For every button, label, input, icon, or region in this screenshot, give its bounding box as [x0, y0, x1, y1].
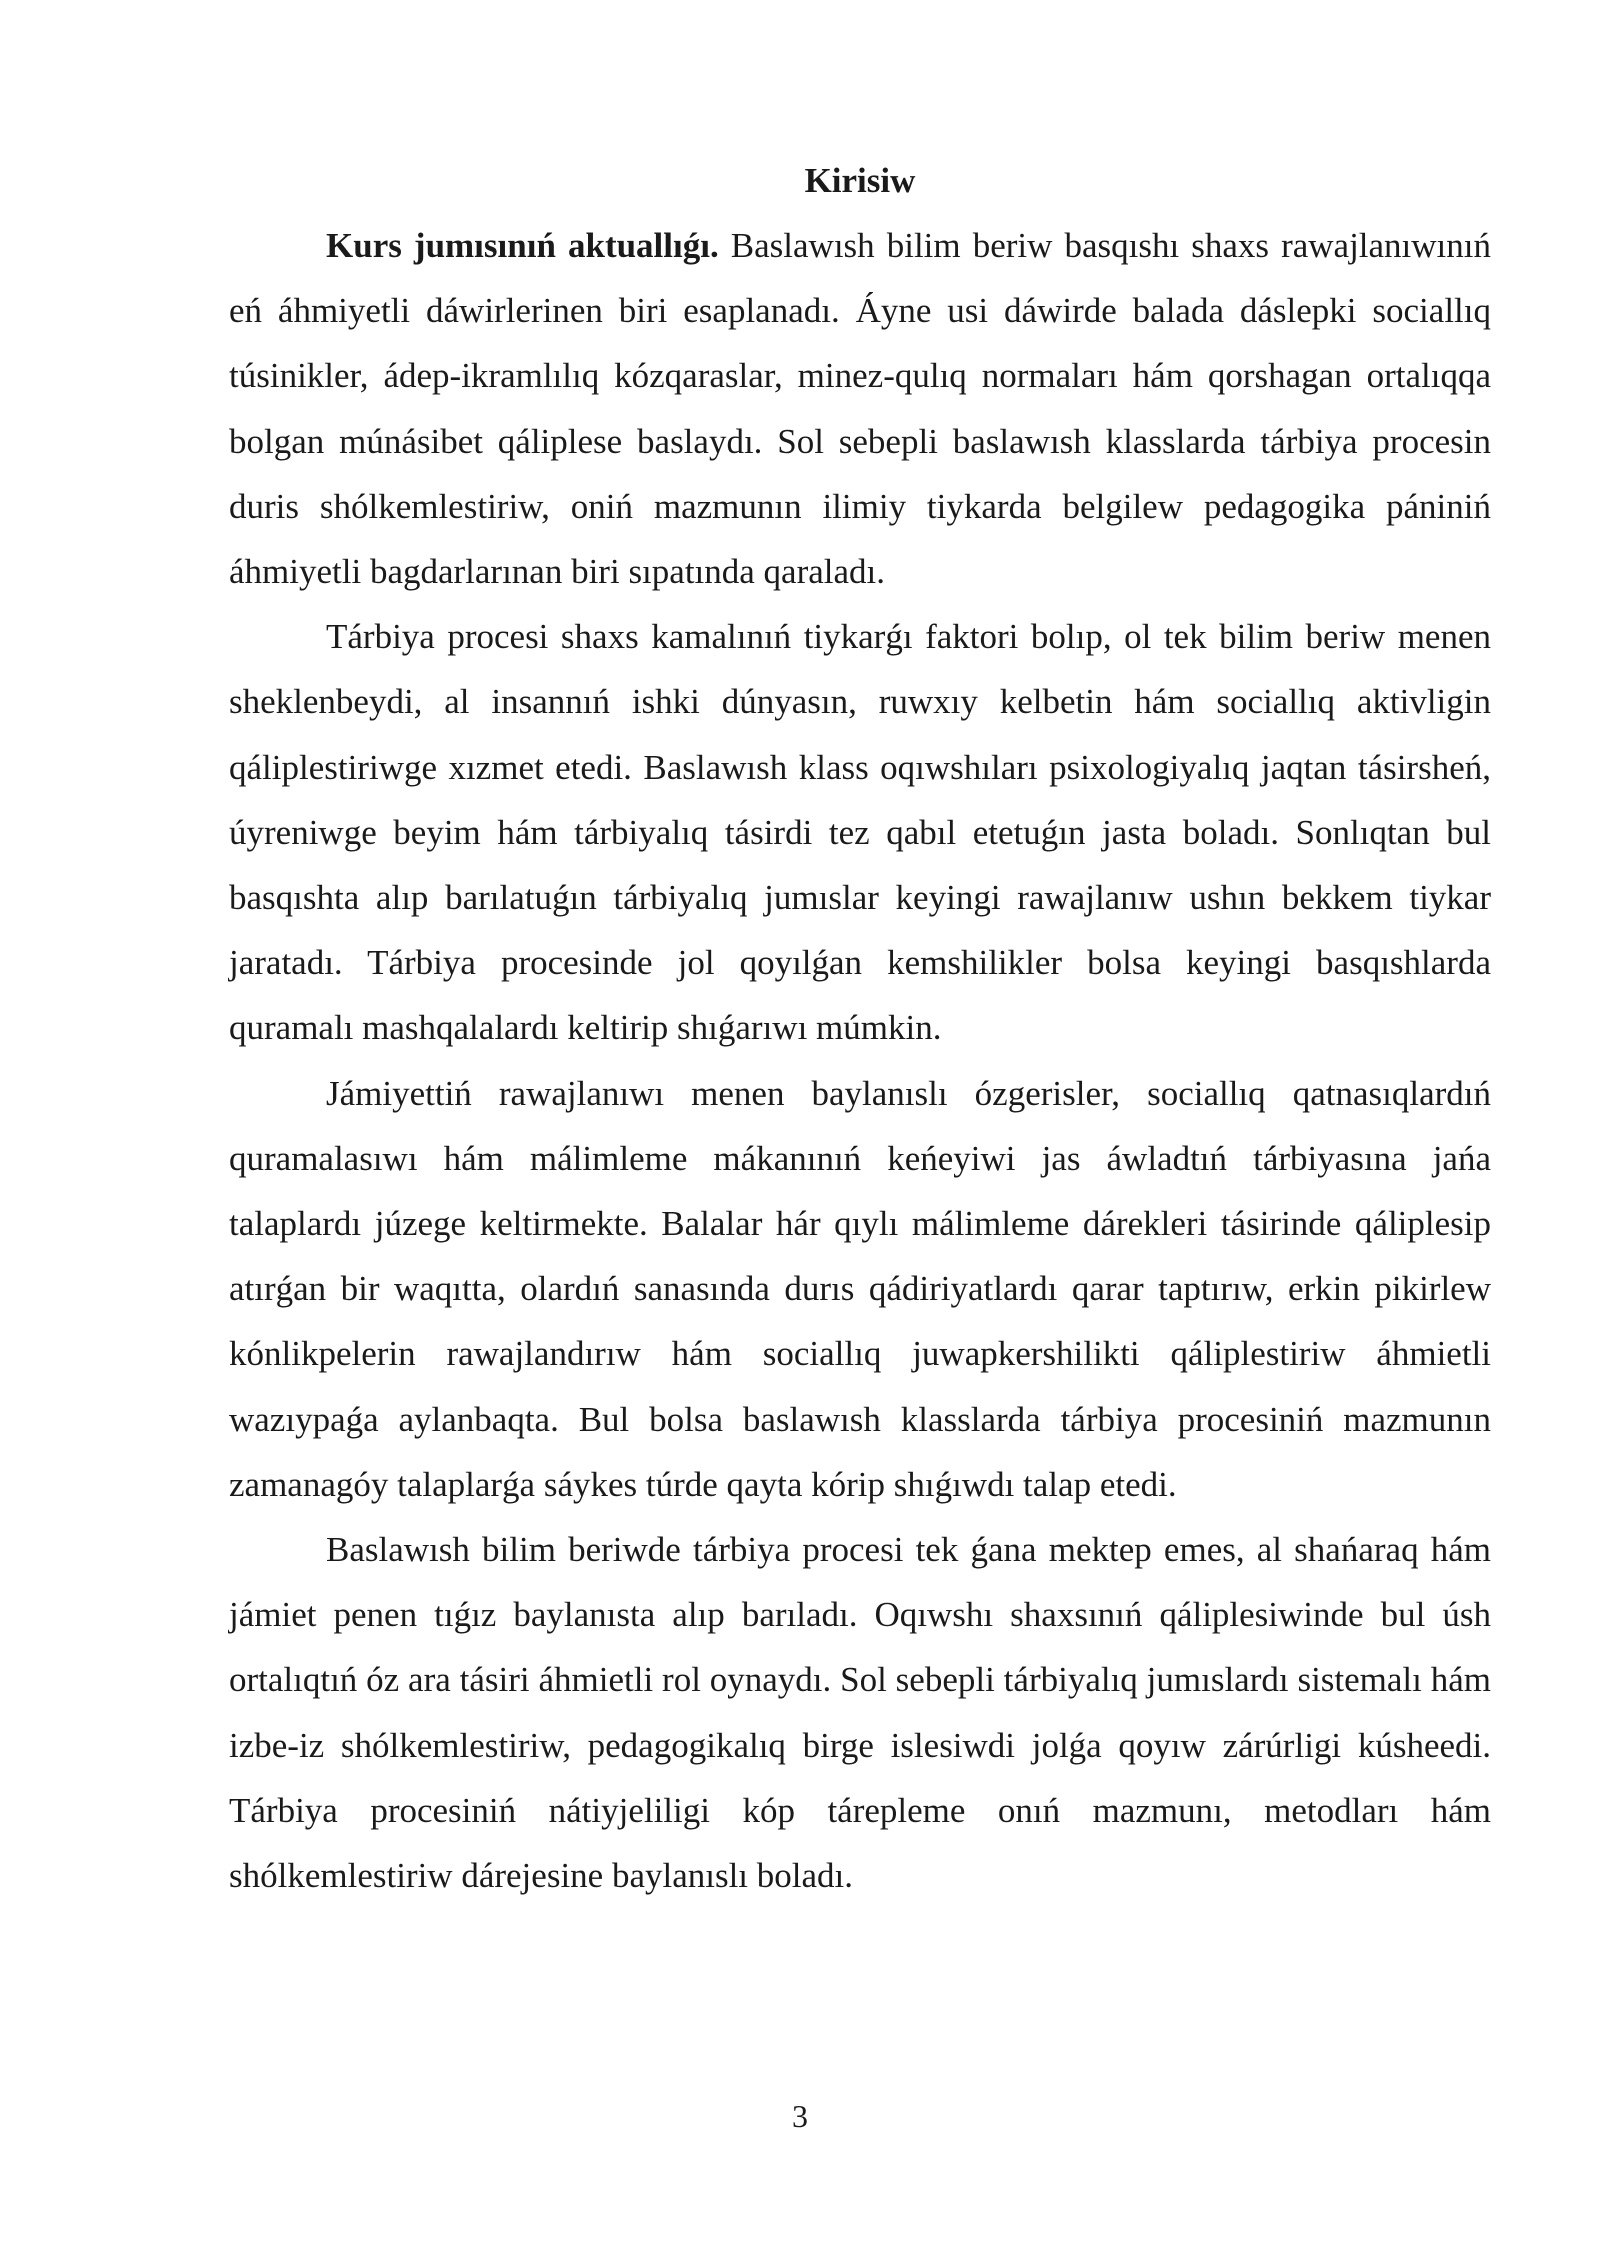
paragraph-text: Baslawısh bilim beriw basqıshı shaxs rawajlanıwınıń eń áhmiyetli dáwirlerinen biri esaplanadı. Áyne usi dáwirde balada dáslepki sociallıq túsinikler, ádep-ikramlılıq kózqaraslar, minez-qulıq normaları hám qorshagan ortalıqqa bolgan múnásibet qáliplese baslaydı. Sol sebepli baslawısh klasslarda tárbiya procesin duris shólkemlestiriw, oniń mazmunın ilimiy tiykarda belgilew pedagogika pániniń áhmiyetli bagdarlarınan biri sıpatında qaraladı.: [229, 226, 1492, 592]
paragraph-relevance: [229, 213, 1491, 604]
page-number: 3: [792, 2098, 808, 2134]
document-body: [229, 148, 1491, 1908]
paragraph-text: Jámiyettiń rawajlanıwı menen baylanıslı ózgerisler, sociallıq qatnasıqlardıń quramalasıwı hám málimleme mákanınıń keńeyiwi jas áwladtıń tárbiyasına jańa talaplardı júzege keltirmekte. Balalar hár qıylı málimleme dárekleri tásirinde qáliplesip atırǵan bir waqıtta, olardıń sanasında durıs qádiriyatlardı qarar taptırıw, erkin pikirlew kónlikpelerin rawajlandırıw hám sociallıq juwapkershilikti qáliplestiriw áhmietli wazıypaǵa aylanbaqta. Bul bolsa baslawısh klasslarda tárbiya procesiniń mazmunın zamanagóy talaplarǵa sáykes túrde qayta kórip shıǵıwdı talap etedi.: [229, 1073, 1491, 1504]
section-title: Kirisiw: [804, 161, 916, 200]
paragraph-lead-heading: Kurs jumısınıń aktuallıǵı.: [326, 226, 719, 265]
paragraph: [229, 1061, 1491, 1517]
paragraph-text: Tárbiya procesi shaxs kamalınıń tiykarǵı faktori bolıp, ol tek bilim beriw menen sheklenbeydi, al insannıń ishki dúnyasın, ruwxıy kelbetin hám sociallıq aktivligin qáliplestiriwge xızmet etedi. Baslawısh klass oqıwshıları psixologiyalıq jaqtan tásirsheń, úyreniwge beyim hám tárbiyalıq tásirdi tez qabıl etetuǵın jasta boladı. Sonlıqtan bul basqıshta alıp barılatuǵın tárbiyalıq jumıslar keyingi rawajlanıw ushın bekkem tiykar jaratadı. Tárbiya procesinde jol qoyılǵan kemshilikler bolsa keyingi basqıshlarda quramalı mashqalalardı keltirip shıǵarıwı múmkin.: [229, 617, 1491, 1048]
paragraph-text: Baslawısh bilim beriwde tárbiya procesi tek ǵana mektep emes, al shańaraq hám jámiet penen tıǵız baylanısta alıp barıladı. Oqıwshı shaxsınıń qáliplesiwinde bul úsh ortalıqtıń óz ara tásiri áhmietli rol oynaydı. Sol sebepli tárbiyalıq jumıslardı sistemalı hám izbe-iz shólkemlestiriw, pedagogikalıq birge islesiwdi jolǵa qoyıw zárúrligi kúsheedi. Tárbiya procesiniń nátiyjeliligi kóp tárepleme onıń mazmunı, metodları hám shólkemlestiriw dárejesine baylanıslı boladı.: [229, 1530, 1491, 1896]
paragraph: [229, 1517, 1491, 1908]
paragraph: [229, 604, 1491, 1060]
